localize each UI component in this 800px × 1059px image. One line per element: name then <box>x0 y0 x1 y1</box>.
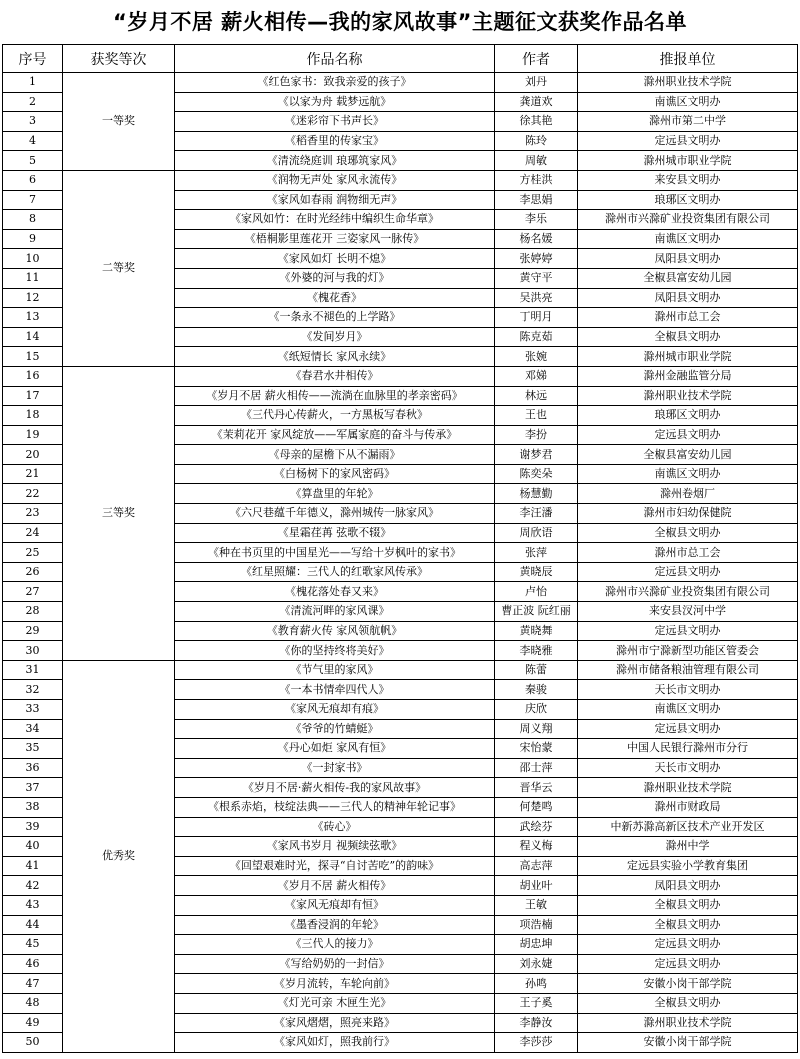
work-title: 《母亲的屋檐下从不漏雨》 <box>175 445 495 465</box>
work-title: 《清流河畔的家风课》 <box>175 602 495 622</box>
author: 武绘芬 <box>495 817 578 837</box>
submitting-unit: 来安县汊河中学 <box>578 602 798 622</box>
row-number: 35 <box>3 739 63 759</box>
row-number: 18 <box>3 406 63 426</box>
row-number: 36 <box>3 758 63 778</box>
author: 周敏 <box>495 151 578 171</box>
row-number: 28 <box>3 602 63 622</box>
work-title: 《岁月不居·薪火相传-我的家风故事》 <box>175 778 495 798</box>
header-author: 作者 <box>495 45 578 73</box>
author: 宋怡蒙 <box>495 739 578 759</box>
row-number: 44 <box>3 915 63 935</box>
submitting-unit: 定远县文明办 <box>578 131 798 151</box>
author: 程义梅 <box>495 837 578 857</box>
table-row <box>3 170 798 190</box>
header-row <box>3 45 798 73</box>
author: 秦骏 <box>495 680 578 700</box>
submitting-unit: 滁州市妇幼保健院 <box>578 504 798 524</box>
work-title: 《家风如竹：在时光经纬中编织生命华章》 <box>175 210 495 230</box>
author: 王也 <box>495 406 578 426</box>
author: 林远 <box>495 386 578 406</box>
row-number: 2 <box>3 92 63 112</box>
submitting-unit: 凤阳县文明办 <box>578 249 798 269</box>
row-number: 4 <box>3 131 63 151</box>
work-title: 《润物无声处 家风永流传》 <box>175 170 495 190</box>
author: 吴洪亮 <box>495 288 578 308</box>
work-title: 《你的坚持终将美好》 <box>175 641 495 661</box>
submitting-unit: 全椒县文明办 <box>578 523 798 543</box>
author: 张婉 <box>495 347 578 367</box>
submitting-unit: 凤阳县文明办 <box>578 876 798 896</box>
row-number: 15 <box>3 347 63 367</box>
award-grade: 优秀奖 <box>63 660 175 1052</box>
row-number: 26 <box>3 562 63 582</box>
work-title: 《家风无痕却有恒》 <box>175 895 495 915</box>
work-title: 《六尺巷蕴千年德义，滁州城传一脉家风》 <box>175 504 495 524</box>
author: 胡忠坤 <box>495 935 578 955</box>
row-number: 19 <box>3 425 63 445</box>
header-grade: 获奖等次 <box>63 45 175 73</box>
work-title: 《岁月不居 薪火相传》 <box>175 876 495 896</box>
submitting-unit: 定远县文明办 <box>578 935 798 955</box>
author: 陈蕾 <box>495 660 578 680</box>
header-work-title: 作品名称 <box>175 45 495 73</box>
table-header <box>3 45 798 73</box>
table-row <box>3 73 798 93</box>
work-title: 《茉莉花开 家风绽放——军属家庭的奋斗与传承》 <box>175 425 495 445</box>
work-title: 《三代丹心传薪火，一方黑板写春秋》 <box>175 406 495 426</box>
work-title: 《红星照耀：三代人的红歌家风传承》 <box>175 562 495 582</box>
work-title: 《家风熠熠，照亮来路》 <box>175 1013 495 1033</box>
work-title: 《教育薪火传 家风领航帆》 <box>175 621 495 641</box>
work-title: 《槐花香》 <box>175 288 495 308</box>
work-title: 《清流绕庭训 琅琊筑家风》 <box>175 151 495 171</box>
submitting-unit: 定远县文明办 <box>578 425 798 445</box>
row-number: 30 <box>3 641 63 661</box>
work-title: 《家风如春雨 润物细无声》 <box>175 190 495 210</box>
author: 李汪潘 <box>495 504 578 524</box>
work-title: 《春君水井相传》 <box>175 366 495 386</box>
awards-table <box>2 44 798 1053</box>
row-number: 9 <box>3 229 63 249</box>
row-number: 8 <box>3 210 63 230</box>
submitting-unit: 安徽小岗干部学院 <box>578 974 798 994</box>
submitting-unit: 定远县文明办 <box>578 954 798 974</box>
row-number: 22 <box>3 484 63 504</box>
author: 周欣语 <box>495 523 578 543</box>
author: 张萍 <box>495 543 578 563</box>
row-number: 23 <box>3 504 63 524</box>
author: 王子奚 <box>495 993 578 1013</box>
row-number: 29 <box>3 621 63 641</box>
award-grade: 二等奖 <box>63 170 175 366</box>
work-title: 《梧桐影里莲花开 三姿家风一脉传》 <box>175 229 495 249</box>
author: 庆欣 <box>495 700 578 720</box>
author: 陈玲 <box>495 131 578 151</box>
work-title: 《丹心如炬 家风有恒》 <box>175 739 495 759</box>
row-number: 50 <box>3 1033 63 1053</box>
submitting-unit: 全椒县富安幼儿园 <box>578 445 798 465</box>
award-grade: 三等奖 <box>63 366 175 660</box>
row-number: 46 <box>3 954 63 974</box>
author: 项浩楠 <box>495 915 578 935</box>
author: 曹正波 阮红丽 <box>495 602 578 622</box>
work-title: 《一本书情牵四代人》 <box>175 680 495 700</box>
submitting-unit: 滁州职业技术学院 <box>578 386 798 406</box>
row-number: 6 <box>3 170 63 190</box>
work-title: 《星霜荏苒 弦歌不辍》 <box>175 523 495 543</box>
row-number: 41 <box>3 856 63 876</box>
table-row <box>3 660 798 680</box>
row-number: 43 <box>3 895 63 915</box>
work-title: 《家风书岁月 视频续弦歌》 <box>175 837 495 857</box>
author: 陈克茹 <box>495 327 578 347</box>
submitting-unit: 来安县文明办 <box>578 170 798 190</box>
author: 黄晓舞 <box>495 621 578 641</box>
submitting-unit: 全椒县文明办 <box>578 993 798 1013</box>
submitting-unit: 滁州城市职业学院 <box>578 151 798 171</box>
submitting-unit: 琅琊区文明办 <box>578 406 798 426</box>
submitting-unit: 天长市文明办 <box>578 680 798 700</box>
author: 方桂洪 <box>495 170 578 190</box>
work-title: 《红色家书：致我亲爱的孩子》 <box>175 73 495 93</box>
table-body <box>3 73 798 1053</box>
submitting-unit: 滁州城市职业学院 <box>578 347 798 367</box>
submitting-unit: 中新苏滁高新区技术产业开发区 <box>578 817 798 837</box>
table-row <box>3 366 798 386</box>
work-title: 《墨香浸润的年轮》 <box>175 915 495 935</box>
row-number: 3 <box>3 112 63 132</box>
work-title: 《家风如灯 长明不熄》 <box>175 249 495 269</box>
submitting-unit: 定远县文明办 <box>578 562 798 582</box>
work-title: 《岁月流转，车轮向前》 <box>175 974 495 994</box>
page-title: “岁月不居 薪火相传—我的家风故事”主题征文获奖作品名单 <box>113 10 687 34</box>
submitting-unit: 滁州金融监管分局 <box>578 366 798 386</box>
submitting-unit: 南谯区文明办 <box>578 464 798 484</box>
submitting-unit: 琅琊区文明办 <box>578 190 798 210</box>
submitting-unit: 南谯区文明办 <box>578 229 798 249</box>
author: 龚道欢 <box>495 92 578 112</box>
author: 杨慧勤 <box>495 484 578 504</box>
work-title: 《回望艰难时光，探寻“自讨苦吃”的韵味》 <box>175 856 495 876</box>
submitting-unit: 全椒县富安幼儿园 <box>578 268 798 288</box>
submitting-unit: 南谯区文明办 <box>578 700 798 720</box>
header-unit: 推报单位 <box>578 45 798 73</box>
submitting-unit: 凤阳县文明办 <box>578 288 798 308</box>
submitting-unit: 滁州市兴滁矿业投资集团有限公司 <box>578 210 798 230</box>
row-number: 14 <box>3 327 63 347</box>
row-number: 25 <box>3 543 63 563</box>
author: 刘丹 <box>495 73 578 93</box>
work-title: 《节气里的家风》 <box>175 660 495 680</box>
author: 谢梦君 <box>495 445 578 465</box>
submitting-unit: 定远县文明办 <box>578 719 798 739</box>
row-number: 31 <box>3 660 63 680</box>
author: 何楚鸣 <box>495 797 578 817</box>
work-title: 《一条永不褪色的上学路》 <box>175 308 495 328</box>
work-title: 《爷爷的竹蜻蜓》 <box>175 719 495 739</box>
work-title: 《三代人的接力》 <box>175 935 495 955</box>
submitting-unit: 滁州市总工会 <box>578 543 798 563</box>
work-title: 《砖心》 <box>175 817 495 837</box>
row-number: 10 <box>3 249 63 269</box>
submitting-unit: 中国人民银行滁州市分行 <box>578 739 798 759</box>
row-number: 1 <box>3 73 63 93</box>
row-number: 39 <box>3 817 63 837</box>
submitting-unit: 全椒县文明办 <box>578 895 798 915</box>
submitting-unit: 安徽小岗干部学院 <box>578 1033 798 1053</box>
work-title: 《种在书页里的中国星光——写给十岁枫叶的家书》 <box>175 543 495 563</box>
author: 张婷婷 <box>495 249 578 269</box>
submitting-unit: 滁州中学 <box>578 837 798 857</box>
submitting-unit: 滁州市兴滁矿业投资集团有限公司 <box>578 582 798 602</box>
author: 徐其艳 <box>495 112 578 132</box>
row-number: 32 <box>3 680 63 700</box>
author: 李静汝 <box>495 1013 578 1033</box>
work-title: 《家风无痕却有痕》 <box>175 700 495 720</box>
header-number: 序号 <box>3 45 63 73</box>
work-title: 《一封家书》 <box>175 758 495 778</box>
author: 李扮 <box>495 425 578 445</box>
author: 王敏 <box>495 895 578 915</box>
submitting-unit: 定远县文明办 <box>578 621 798 641</box>
submitting-unit: 滁州职业技术学院 <box>578 73 798 93</box>
row-number: 12 <box>3 288 63 308</box>
row-number: 7 <box>3 190 63 210</box>
row-number: 13 <box>3 308 63 328</box>
row-number: 37 <box>3 778 63 798</box>
work-title: 《写给奶奶的一封信》 <box>175 954 495 974</box>
row-number: 27 <box>3 582 63 602</box>
author: 丁明月 <box>495 308 578 328</box>
work-title: 《以家为舟 载梦远航》 <box>175 92 495 112</box>
author: 邓娣 <box>495 366 578 386</box>
row-number: 49 <box>3 1013 63 1033</box>
work-title: 《白杨树下的家风密码》 <box>175 464 495 484</box>
row-number: 21 <box>3 464 63 484</box>
row-number: 20 <box>3 445 63 465</box>
author: 刘永婕 <box>495 954 578 974</box>
row-number: 34 <box>3 719 63 739</box>
work-title: 《迷彩帘下书声长》 <box>175 112 495 132</box>
submitting-unit: 滁州职业技术学院 <box>578 778 798 798</box>
submitting-unit: 全椒县文明办 <box>578 915 798 935</box>
work-title: 《根系赤焰，枝绽法典——三代人的精神年轮记事》 <box>175 797 495 817</box>
submitting-unit: 滁州市财政局 <box>578 797 798 817</box>
work-title: 《发间岁月》 <box>175 327 495 347</box>
author: 邵士萍 <box>495 758 578 778</box>
work-title: 《纸短情长 家风永续》 <box>175 347 495 367</box>
author: 孙鸣 <box>495 974 578 994</box>
author: 黄守平 <box>495 268 578 288</box>
work-title: 《外婆的河与我的灯》 <box>175 268 495 288</box>
author: 晋华云 <box>495 778 578 798</box>
author: 周义翔 <box>495 719 578 739</box>
submitting-unit: 滁州市宁滁新型功能区管委会 <box>578 641 798 661</box>
row-number: 24 <box>3 523 63 543</box>
row-number: 11 <box>3 268 63 288</box>
row-number: 38 <box>3 797 63 817</box>
author: 卢怡 <box>495 582 578 602</box>
submitting-unit: 天长市文明办 <box>578 758 798 778</box>
submitting-unit: 滁州卷烟厂 <box>578 484 798 504</box>
submitting-unit: 南谯区文明办 <box>578 92 798 112</box>
submitting-unit: 定远县实验小学教育集团 <box>578 856 798 876</box>
author: 黄晓辰 <box>495 562 578 582</box>
row-number: 48 <box>3 993 63 1013</box>
row-number: 40 <box>3 837 63 857</box>
work-title: 《岁月不居 薪火相传——流淌在血脉里的孝亲密码》 <box>175 386 495 406</box>
author: 胡业叶 <box>495 876 578 896</box>
row-number: 17 <box>3 386 63 406</box>
submitting-unit: 滁州职业技术学院 <box>578 1013 798 1033</box>
submitting-unit: 滁州市总工会 <box>578 308 798 328</box>
award-grade: 一等奖 <box>63 73 175 171</box>
row-number: 33 <box>3 700 63 720</box>
submitting-unit: 全椒县文明办 <box>578 327 798 347</box>
row-number: 16 <box>3 366 63 386</box>
row-number: 45 <box>3 935 63 955</box>
work-title: 《灯光可亲 木匣生光》 <box>175 993 495 1013</box>
row-number: 5 <box>3 151 63 171</box>
work-title: 《算盘里的年轮》 <box>175 484 495 504</box>
author: 陈奕朵 <box>495 464 578 484</box>
row-number: 42 <box>3 876 63 896</box>
author: 李晓雅 <box>495 641 578 661</box>
author: 杨名媛 <box>495 229 578 249</box>
work-title: 《稻香里的传家宝》 <box>175 131 495 151</box>
author: 李莎莎 <box>495 1033 578 1053</box>
work-title: 《槐花落处春又来》 <box>175 582 495 602</box>
row-number: 47 <box>3 974 63 994</box>
author: 李思娟 <box>495 190 578 210</box>
author: 李乐 <box>495 210 578 230</box>
submitting-unit: 滁州市储备粮油管理有限公司 <box>578 660 798 680</box>
work-title: 《家风如灯，照我前行》 <box>175 1033 495 1053</box>
submitting-unit: 滁州市第二中学 <box>578 112 798 132</box>
author: 高志萍 <box>495 856 578 876</box>
